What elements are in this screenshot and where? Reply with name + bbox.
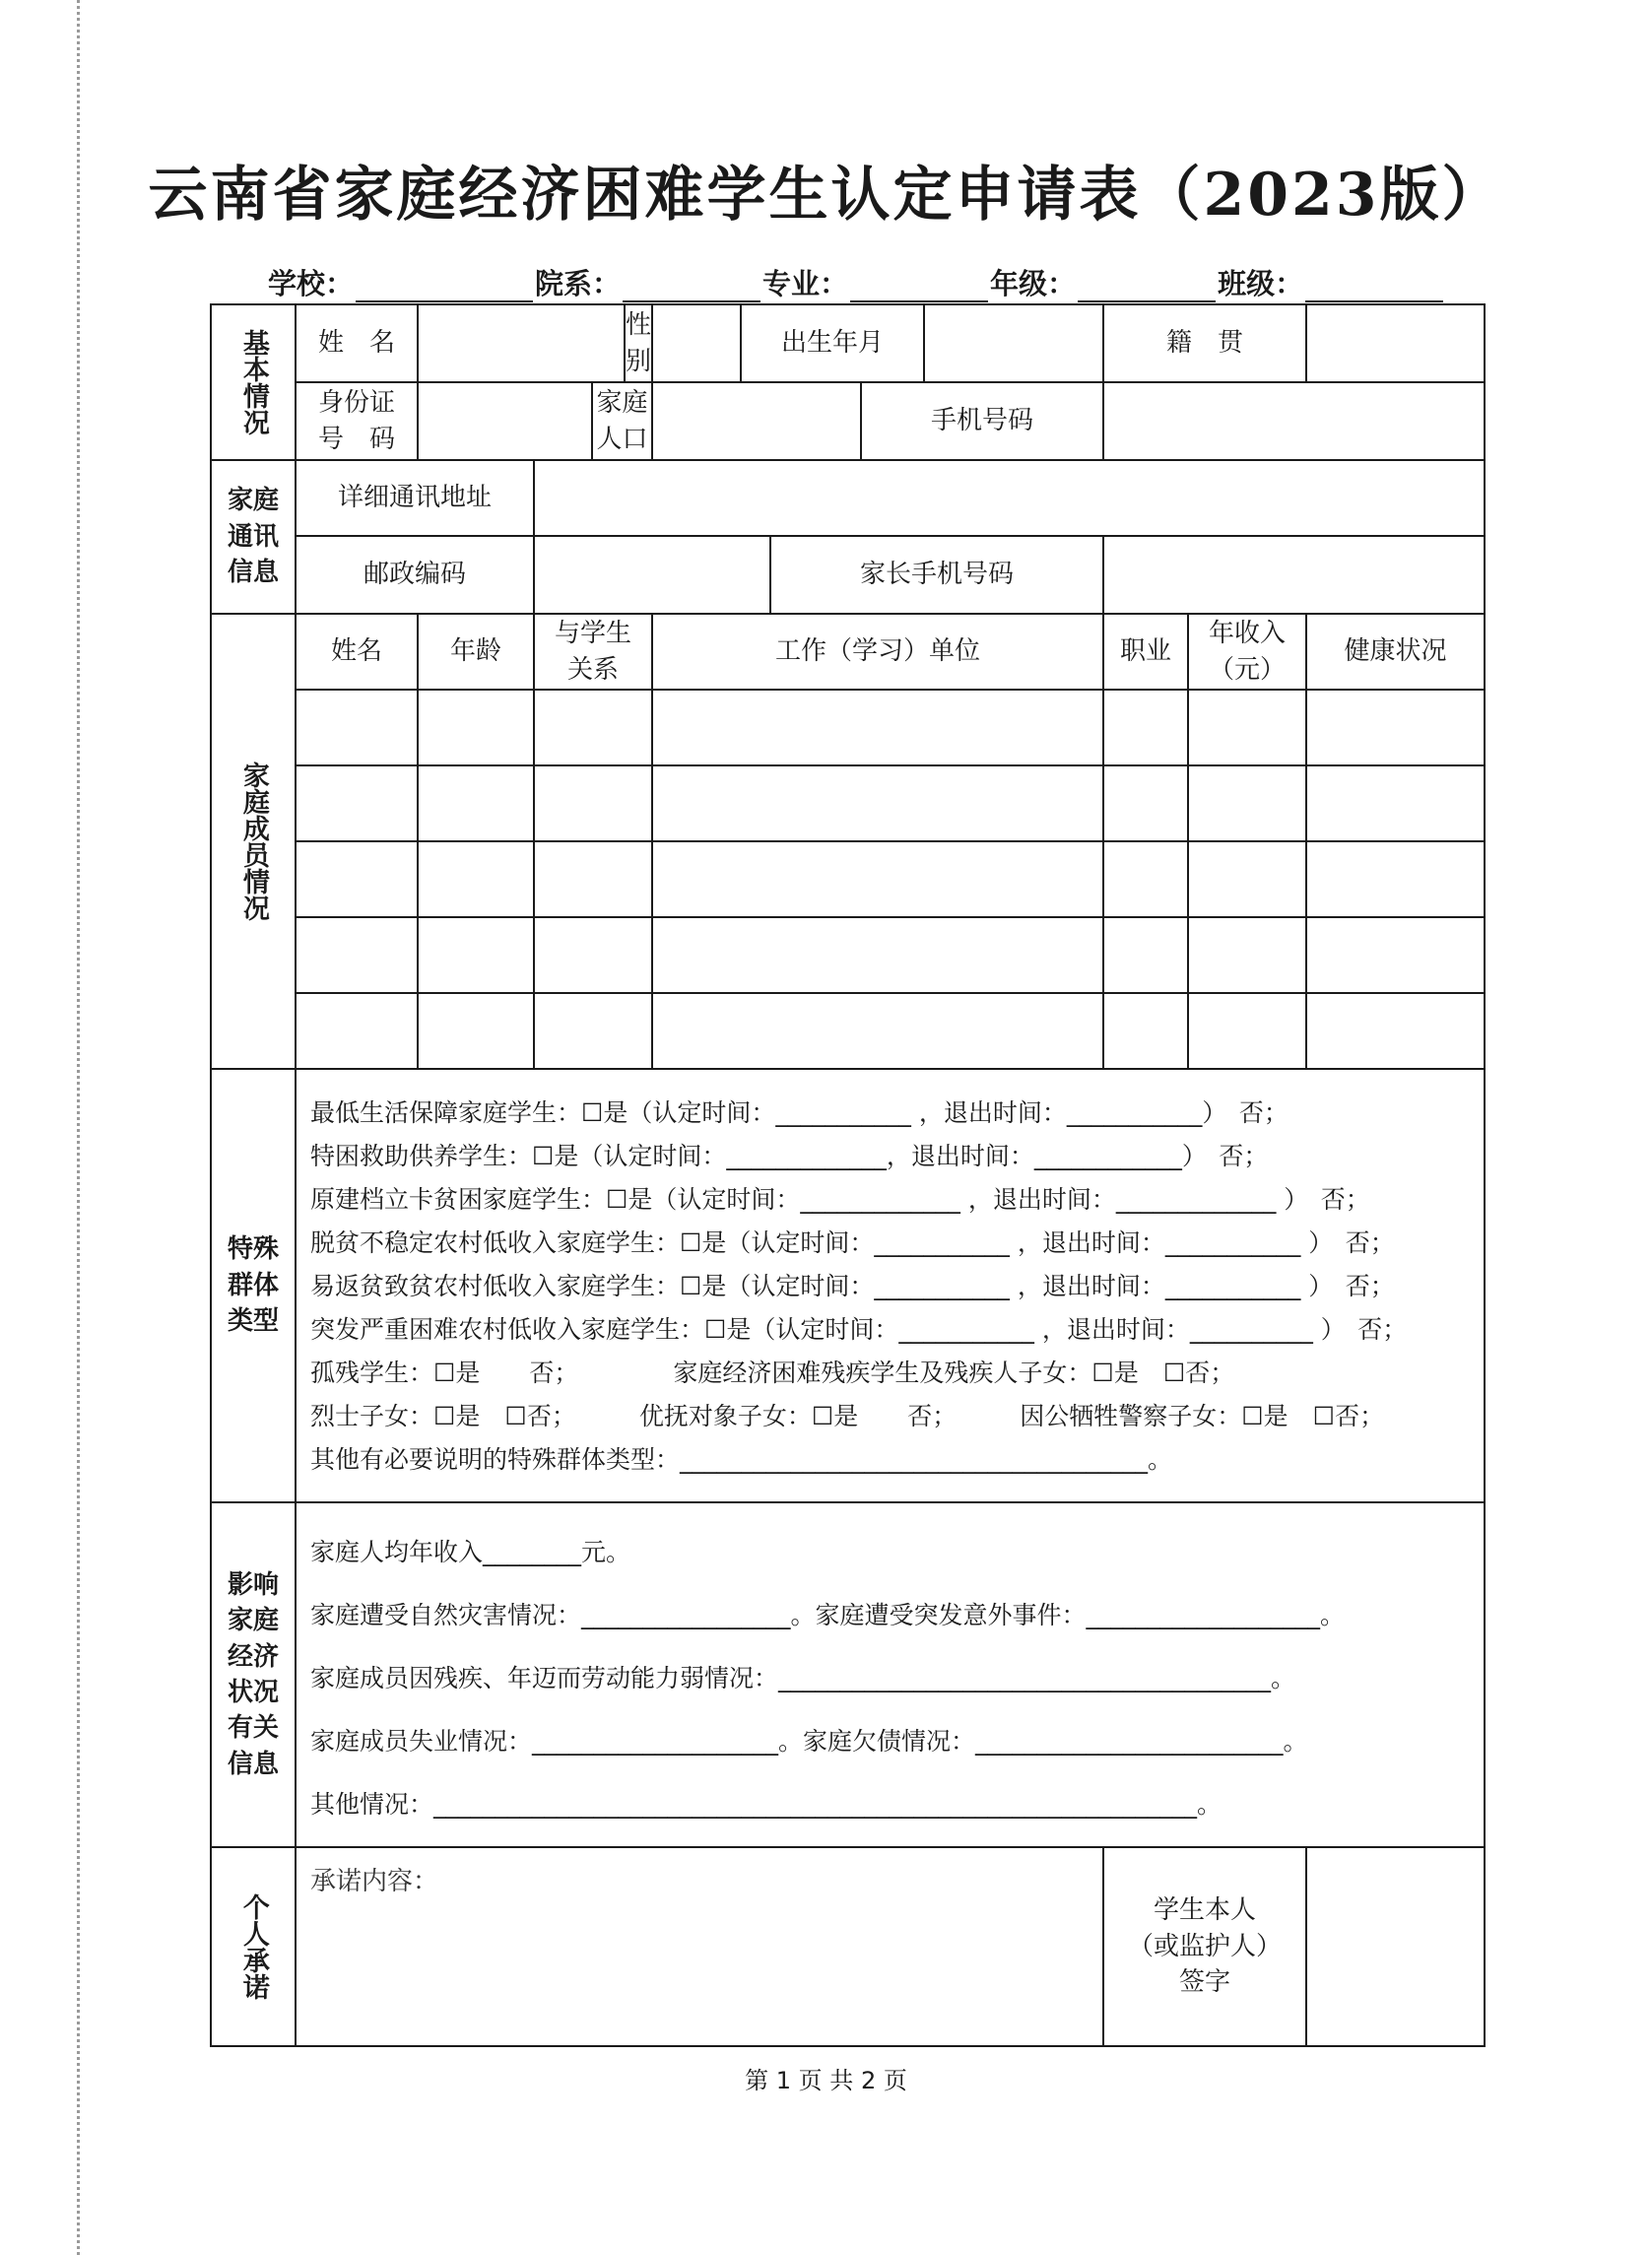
special-group-line[interactable]: 突发严重困难农村低收入家庭学生：☐是（认定时间：___________ ，退出时间：__________ ） 否； xyxy=(310,1315,1408,1344)
class-label: 班级： xyxy=(1218,267,1304,300)
member-age-cell[interactable] xyxy=(418,993,534,1069)
influence-line[interactable]: 家庭遭受自然灾害情况：_________________。家庭遭受突发意外事件：___________________。 xyxy=(310,1601,1346,1629)
col-relation-header: 与学生 关系 xyxy=(534,614,652,690)
influence-section-label: 影响 家庭 经济 状况 有关 信息 xyxy=(211,1502,296,1847)
member-work-cell[interactable] xyxy=(652,993,1103,1069)
page-number: 第 1 页 共 2 页 xyxy=(745,2067,907,2094)
school-label: 学校： xyxy=(268,267,355,300)
member-income-cell[interactable] xyxy=(1188,993,1306,1069)
table-row xyxy=(211,690,1485,765)
member-income-cell[interactable] xyxy=(1188,917,1306,993)
influence-line[interactable]: 家庭成员因残疾、年迈而劳动能力弱情况：________________________________________。 xyxy=(310,1664,1296,1692)
orphan-option[interactable]: 孤残学生：☐是 否； xyxy=(310,1359,579,1387)
postcode-parent-cell xyxy=(534,536,1103,614)
col-age-header: 年龄 xyxy=(418,614,534,690)
disabled-children-option[interactable]: 家庭经济困难残疾学生及残疾人子女：☐是 ☐否； xyxy=(673,1359,1235,1387)
id-number-input[interactable] xyxy=(419,383,592,459)
preferential-option[interactable]: 优抚对象子女：☐是 否； xyxy=(638,1402,958,1430)
special-group-content xyxy=(296,1069,1485,1502)
special-group-section-label: 特殊 群体 类型 xyxy=(211,1069,296,1502)
id-household-cell xyxy=(418,382,652,460)
member-relation-cell[interactable] xyxy=(534,841,652,917)
special-group-line[interactable]: 特困救助供养学生：☐是（认定时间：_____________，退出时间：____________） 否； xyxy=(310,1142,1269,1170)
police-option[interactable]: 因公牺牲警察子女：☐是 ☐否； xyxy=(1020,1402,1385,1430)
member-relation-cell[interactable] xyxy=(534,993,652,1069)
address-label: 详细通讯地址 xyxy=(296,460,534,536)
member-name-cell[interactable] xyxy=(296,765,418,841)
member-health-cell[interactable] xyxy=(1306,993,1485,1069)
member-job-cell[interactable] xyxy=(1103,690,1188,765)
class-field[interactable] xyxy=(1305,300,1443,302)
member-work-cell[interactable] xyxy=(652,765,1103,841)
member-job-cell[interactable] xyxy=(1103,841,1188,917)
school-field[interactable] xyxy=(356,300,533,302)
martyr-option[interactable]: 烈士子女：☐是 ☐否； xyxy=(310,1402,576,1430)
member-name-cell[interactable] xyxy=(296,917,418,993)
special-group-line[interactable]: 脱贫不稳定农村低收入家庭学生：☐是（认定时间：___________ ，退出时间：___________ ） 否； xyxy=(310,1228,1395,1257)
gender-birth-cell xyxy=(652,304,1103,382)
phone-label: 手机号码 xyxy=(931,406,1034,436)
household-label: 家庭 人口 xyxy=(596,388,648,454)
member-age-cell[interactable] xyxy=(418,841,534,917)
member-income-cell[interactable] xyxy=(1188,841,1306,917)
member-work-cell[interactable] xyxy=(652,841,1103,917)
gender-input[interactable] xyxy=(653,305,741,381)
name-cell[interactable] xyxy=(418,304,652,382)
promise-content-area[interactable] xyxy=(296,1847,1103,2046)
influence-content xyxy=(296,1502,1485,1847)
table-row xyxy=(211,993,1485,1069)
member-name-cell[interactable] xyxy=(296,841,418,917)
member-relation-cell[interactable] xyxy=(534,690,652,765)
grade-field[interactable] xyxy=(1078,300,1216,302)
birth-input[interactable] xyxy=(924,305,1102,381)
phone-input[interactable] xyxy=(1103,382,1485,460)
member-income-cell[interactable] xyxy=(1188,765,1306,841)
promise-section-label: 个人承诺 xyxy=(211,1847,296,2046)
member-health-cell[interactable] xyxy=(1306,917,1485,993)
table-row xyxy=(211,917,1485,993)
member-health-cell[interactable] xyxy=(1306,765,1485,841)
influence-line[interactable]: 其他情况：______________________________________________________________。 xyxy=(310,1790,1222,1819)
application-form-table xyxy=(210,303,1486,2047)
member-health-cell[interactable] xyxy=(1306,841,1485,917)
special-group-line[interactable]: 最低生活保障家庭学生：☐是（认定时间：___________ ，退出时间：___________） 否； xyxy=(310,1098,1289,1127)
id-number-label: 身份证 号 码 xyxy=(296,382,418,460)
birth-label: 出生年月 xyxy=(741,305,924,381)
department-field[interactable] xyxy=(623,300,760,302)
member-name-cell[interactable] xyxy=(296,690,418,765)
name-label: 姓 名 xyxy=(296,304,418,382)
school-info-line xyxy=(268,262,1445,302)
department-label: 院系： xyxy=(535,267,622,300)
special-group-line[interactable]: 原建档立卡贫困家庭学生：☐是（认定时间：_____________ ，退出时间：_____________ ） 否； xyxy=(310,1185,1370,1214)
table-row xyxy=(211,841,1485,917)
gender-label: 性 别 xyxy=(626,310,652,376)
household-phone-cell xyxy=(652,382,1103,460)
special-group-line xyxy=(310,1395,1474,1438)
member-relation-cell[interactable] xyxy=(534,765,652,841)
member-age-cell[interactable] xyxy=(418,917,534,993)
col-work-header: 工作（学习）单位 xyxy=(652,614,1103,690)
col-income-header: 年收入 （元） xyxy=(1188,614,1306,690)
influence-line[interactable]: 家庭成员失业情况：____________________。家庭欠债情况：_________________________。 xyxy=(310,1727,1308,1756)
member-job-cell[interactable] xyxy=(1103,917,1188,993)
member-health-cell[interactable] xyxy=(1306,690,1485,765)
major-label: 专业： xyxy=(762,267,849,300)
name-input[interactable] xyxy=(419,305,625,381)
major-field[interactable] xyxy=(850,300,988,302)
signature-label: 学生本人 （或监护人） 签字 xyxy=(1103,1847,1306,2046)
special-group-line[interactable]: 易返贫致贫农村低收入家庭学生：☐是（认定时间：___________ ，退出时间：___________ ） 否； xyxy=(310,1272,1395,1300)
special-group-line[interactable]: 其他有必要说明的特殊群体类型：______________________________________。 xyxy=(310,1445,1173,1474)
member-name-cell[interactable] xyxy=(296,993,418,1069)
native-place-label: 籍 贯 xyxy=(1103,304,1306,382)
family-section-label: 家庭成员情况 xyxy=(211,614,296,1069)
col-name-header: 姓名 xyxy=(296,614,418,690)
member-relation-cell[interactable] xyxy=(534,917,652,993)
postcode-label: 邮政编码 xyxy=(296,536,534,614)
postcode-input[interactable] xyxy=(535,537,770,613)
member-work-cell[interactable] xyxy=(652,917,1103,993)
parent-phone-label: 家长手机号码 xyxy=(860,560,1015,590)
promise-content-label: 承诺内容： xyxy=(310,1867,439,1896)
parent-phone-input[interactable] xyxy=(1103,536,1485,614)
col-health-header: 健康状况 xyxy=(1306,614,1485,690)
grade-label: 年级： xyxy=(990,267,1077,300)
member-work-cell[interactable] xyxy=(652,690,1103,765)
member-income-cell[interactable] xyxy=(1188,690,1306,765)
household-input[interactable] xyxy=(653,383,861,459)
signature-field[interactable] xyxy=(1306,1847,1485,2046)
member-age-cell[interactable] xyxy=(418,765,534,841)
special-group-line xyxy=(310,1352,1474,1395)
table-row xyxy=(211,765,1485,841)
influence-line[interactable]: 家庭人均年收入________元。 xyxy=(310,1538,631,1566)
member-job-cell[interactable] xyxy=(1103,765,1188,841)
member-job-cell[interactable] xyxy=(1103,993,1188,1069)
contact-section-label: 家庭 通讯 信息 xyxy=(211,460,296,614)
address-input[interactable] xyxy=(534,460,1485,536)
page-title: 云南省家庭经济困难学生认定申请表（2023版） xyxy=(148,161,1504,230)
binding-margin-line xyxy=(77,0,80,2255)
native-place-input[interactable] xyxy=(1306,304,1485,382)
basic-info-section-label: 基本情况 xyxy=(211,304,296,460)
member-age-cell[interactable] xyxy=(418,690,534,765)
col-job-header: 职业 xyxy=(1103,614,1188,690)
